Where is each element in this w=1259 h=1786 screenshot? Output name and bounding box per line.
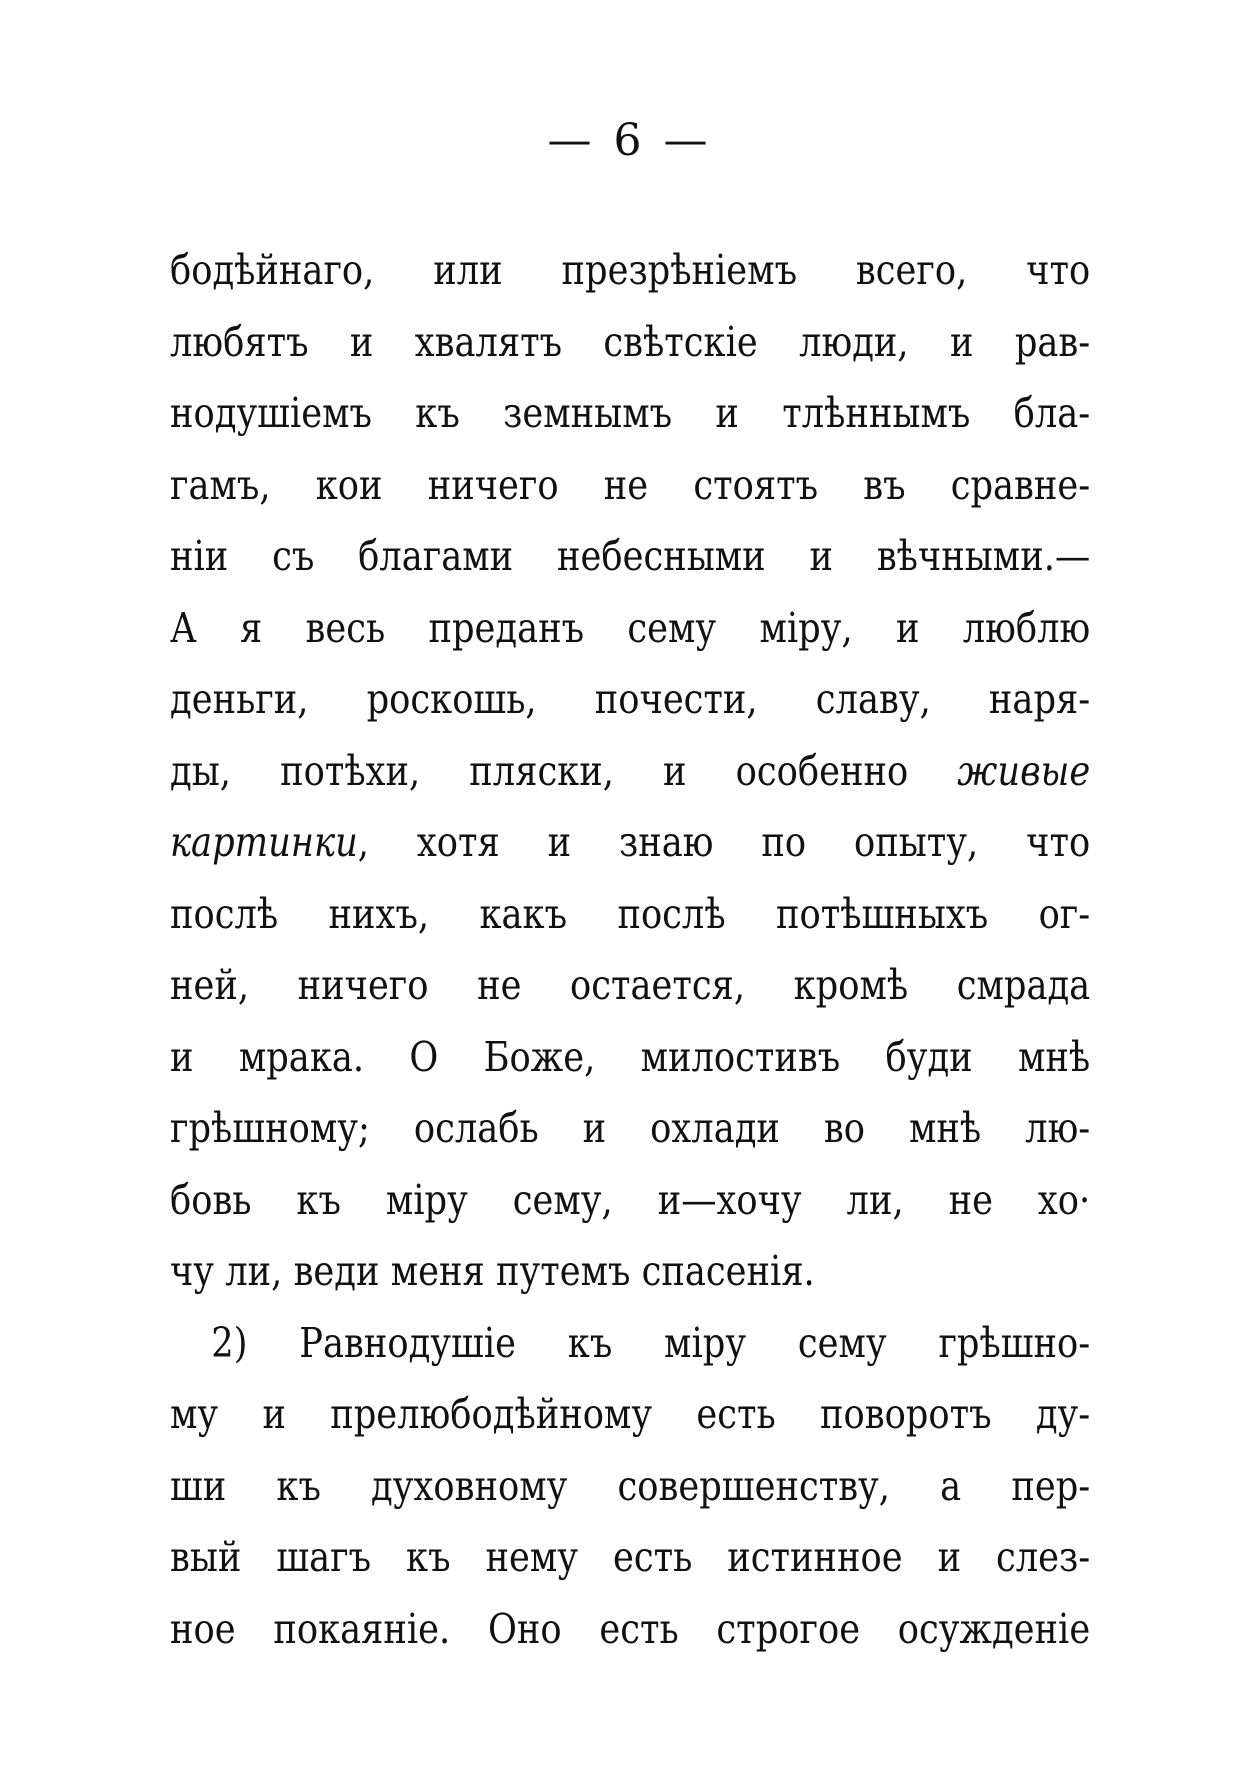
text-line: послѣ нихъ, какъ послѣ потѣшныхъ ог- bbox=[170, 889, 1091, 938]
text-line: ши къ духовному совершенству, а пер- bbox=[170, 1461, 1091, 1510]
text-line-mixed bbox=[170, 807, 1090, 879]
text-line: вый шагъ къ нему есть истинное и слез- bbox=[170, 1533, 1091, 1581]
text-segment: , хотя и знаю по опыту, что bbox=[357, 818, 1091, 866]
italic-text: картинки bbox=[170, 818, 358, 866]
text-line: ніи съ благами небесными и вѣчными.— bbox=[170, 532, 1091, 580]
page-number: — 6 — bbox=[547, 115, 712, 166]
text-line: бодѣйнаго, или презрѣніемъ всего, что bbox=[170, 246, 1091, 294]
body-text bbox=[170, 235, 1090, 1665]
text-segment: ды, потѣхи, пляски, и особенно bbox=[170, 746, 958, 795]
text-line: любятъ и хвалятъ свѣтскіе люди, и рав- bbox=[170, 317, 1091, 366]
text-line: грѣшному; ослабь и охлади во мнѣ лю- bbox=[170, 1104, 1091, 1152]
text-line: и мрака. О Боже, милостивъ буди мнѣ bbox=[170, 1032, 1091, 1081]
paragraph-start-line: 2) Равнодушіе къ міру сему грѣшно- bbox=[211, 1318, 1091, 1367]
text-line: бовь къ міру сему, и—хочу ли, не хо· bbox=[170, 1175, 1091, 1224]
text-line: чу ли, веди меня путемъ спасенія. bbox=[170, 1247, 815, 1295]
text-line: ное покаяніе. Оно есть строгое осужденіе bbox=[170, 1604, 1091, 1653]
text-line: гамъ, кои ничего не стоятъ въ сравне- bbox=[170, 460, 1091, 509]
text-line: деньги, роскошь, почести, славу, наря- bbox=[170, 675, 1091, 723]
text-line: нодушіемъ къ земнымъ и тлѣннымъ бла- bbox=[170, 389, 1091, 437]
text-line: А я весь преданъ сему міру, и люблю bbox=[170, 603, 1091, 652]
italic-text: живые bbox=[957, 746, 1091, 795]
text-line-mixed bbox=[170, 736, 1090, 808]
text-line: му и прелюбодѣйному есть поворотъ ду- bbox=[170, 1390, 1091, 1438]
text-line: ней, ничего не остается, кромѣ смрада bbox=[170, 961, 1091, 1009]
